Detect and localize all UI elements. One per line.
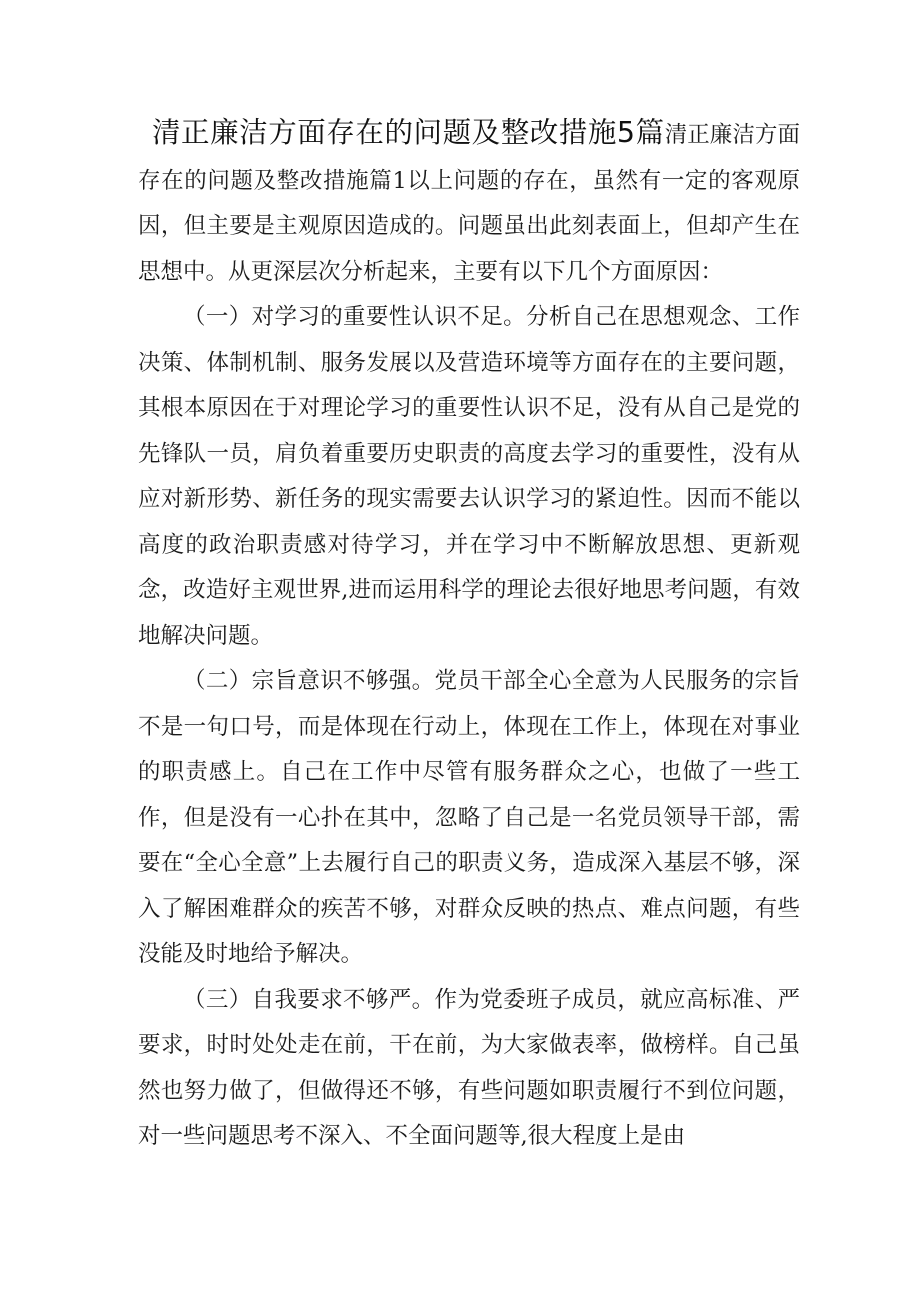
- paragraph-2: （二）宗旨意识不够强。党员干部全心全意为人民服务的宗旨不是一句口号，而是体现在行动上，体现在工作上，体现在对事业的职责感上。自己在工作中尽管有服务群众之心，也做了一些工作，但是没有一心扑在其中，忽略了自己是一名党员领导干部，需要在“全心全意”上去履行自己的职责义务，造成深入基层不够，深入了解困难群众的疾苦不够，对群众反映的热点、难点问题，有些没能及时地给予解决。: [138, 668, 800, 967]
- document-body: [138, 110, 800, 1160]
- paragraph-3: （三）自我要求不够严。作为党委班子成员，就应高标准、严要求，时时处处走在前，干在前，为大家做表率，做榜样。自己虽然也努力做了，但做得还不够，有些问题如职责履行不到位问题，对一些问题思考不深入、不全面问题等,很大程度上是由: [138, 986, 800, 1149]
- paragraph-1: （一）对学习的重要性认识不足。分析自己在思想观念、工作决策、体制机制、服务发展以及营造环境等方面存在的主要问题，其根本原因在于对理论学习的重要性认识不足，没有从自己是党的先锋队一员，肩负着重要历史职责的高度去学习的重要性，没有从应对新形势、新任务的现实需要去认识学习的紧迫性。因而不能以高度的政治职责感对待学习，并在学习中不断解放思想、更新观念，改造好主观世界,进而运用科学的理论去很好地思考问题，有效地解决问题。: [138, 304, 800, 649]
- intro-paragraph: 清正廉洁方面存在的问题及整改措施篇1以上问题的存在，虽然有一定的客观原因，但主要是主观原因造成的。问题虽出此刻表面上，但却产生在思想中。从更深层次分析起来，主要有以下几个方面原因：: [138, 122, 800, 285]
- title-and-intro: [138, 110, 800, 295]
- document-title: 清正廉洁方面存在的问题及整改措施5篇: [152, 116, 665, 149]
